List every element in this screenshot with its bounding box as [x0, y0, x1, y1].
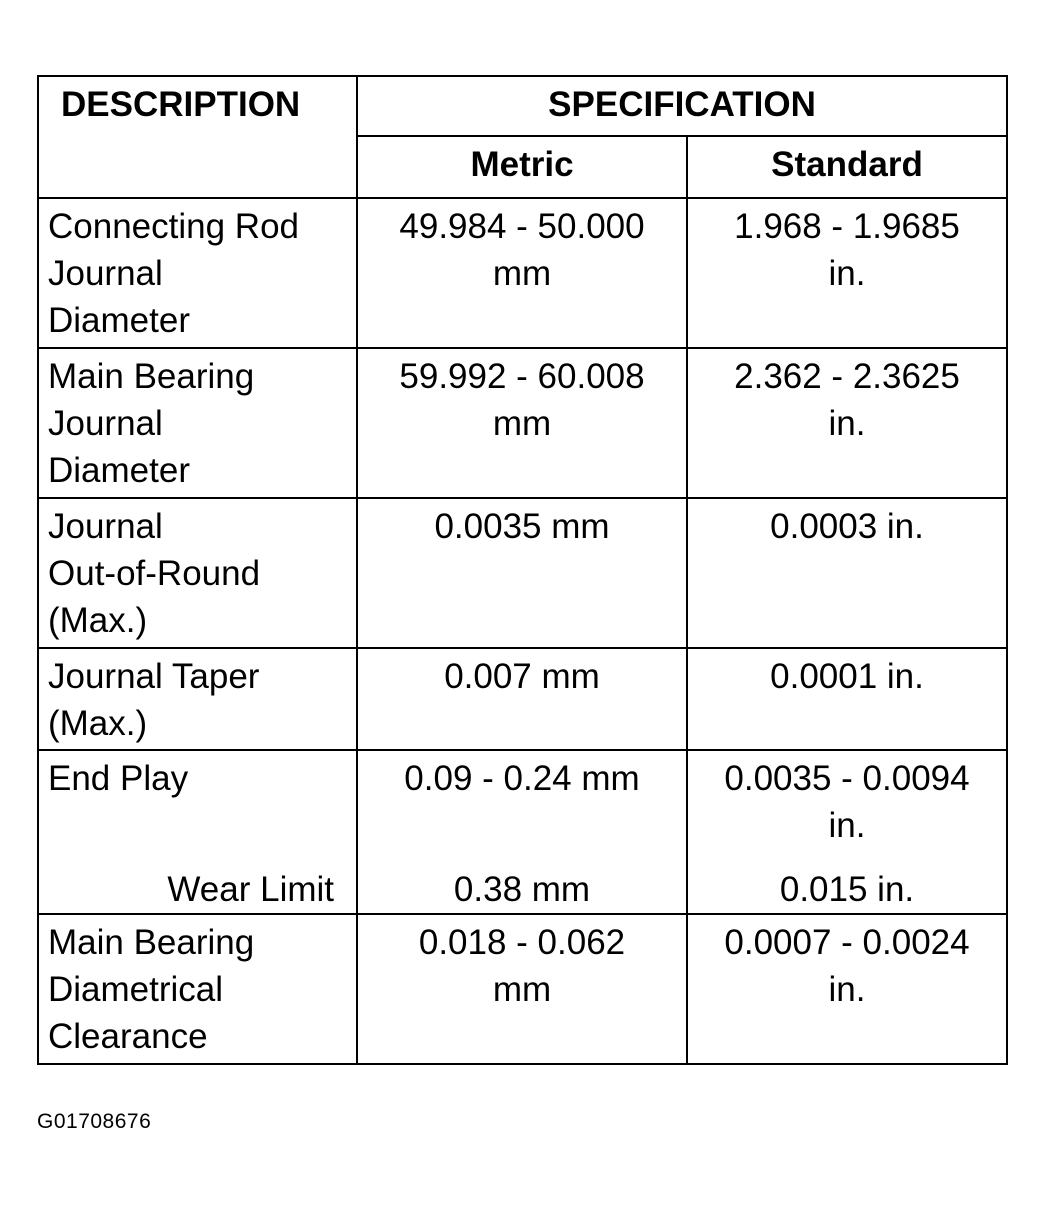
metric-value: [357, 348, 687, 498]
description-line: Main Bearing: [48, 923, 255, 962]
standard-line: 0.0007 - 0.0024: [724, 923, 970, 962]
table-row: [38, 498, 1007, 648]
description-line: Diameter: [48, 301, 190, 340]
standard-line: 1.968 - 1.9685: [734, 207, 960, 246]
standard-line: 2.362 - 2.3625: [734, 357, 960, 396]
metric-line: mm: [492, 404, 552, 443]
wear-limit-label: Wear Limit: [167, 870, 334, 909]
standard-value: [687, 198, 1007, 348]
standard-value: [687, 348, 1007, 498]
row-description: [38, 498, 357, 648]
row-description: [38, 348, 357, 498]
metric-value: [357, 648, 687, 750]
standard-line: 0.0003 in.: [770, 507, 924, 546]
header-row: [38, 76, 1007, 136]
description-line: (Max.): [48, 601, 148, 640]
description-line: Journal: [48, 254, 163, 293]
metric-line: 59.992 - 60.008: [399, 357, 645, 396]
standard-value: [687, 498, 1007, 648]
metric-value: [357, 914, 687, 1064]
standard-line: 0.0035 - 0.0094: [724, 759, 970, 798]
description-line: Journal Taper: [48, 657, 260, 696]
metric-line: 0.018 - 0.062: [418, 923, 626, 962]
standard-value: [687, 648, 1007, 750]
standard-line: in.: [828, 806, 866, 845]
spacer-line: [368, 802, 676, 849]
wear-limit-metric: 0.38 mm: [453, 870, 591, 909]
description-line: Clearance: [48, 1017, 208, 1056]
figure-id: G01708676: [37, 1110, 152, 1133]
specification-table: [37, 75, 1008, 1065]
metric-value: [357, 198, 687, 348]
description-line: Main Bearing: [48, 357, 255, 396]
row-description: [38, 198, 357, 348]
description-line: Journal: [48, 507, 163, 546]
table-row: [38, 348, 1007, 498]
metric-value: [357, 498, 687, 648]
metric-line: 0.09 - 0.24 mm: [404, 759, 640, 798]
description-line: End Play: [48, 759, 189, 798]
standard-line: 0.0001 in.: [770, 657, 924, 696]
metric-line: 0.007 mm: [444, 657, 600, 696]
table-row: [38, 914, 1007, 1064]
metric-line: 49.984 - 50.000: [399, 207, 645, 246]
metric-value: [357, 750, 687, 914]
metric-line: mm: [492, 254, 552, 293]
metric-line: 0.0035 mm: [434, 507, 610, 546]
description-line: Journal: [48, 404, 163, 443]
row-description: [38, 914, 357, 1064]
standard-header: Standard: [687, 136, 1007, 198]
standard-line: in.: [828, 404, 866, 443]
row-description: [38, 648, 357, 750]
wear-limit-standard: 0.015 in.: [779, 870, 915, 909]
description-line: Diametrical: [48, 970, 224, 1009]
table-row: [38, 750, 1007, 914]
specification-header: SPECIFICATION: [357, 76, 1007, 136]
spacer-line: [48, 802, 356, 849]
table-row: [38, 648, 1007, 750]
table-row: [38, 198, 1007, 348]
description-line: Out-of-Round: [48, 554, 261, 593]
metric-line: mm: [492, 970, 552, 1009]
standard-value: [687, 914, 1007, 1064]
standard-line: in.: [828, 970, 866, 1009]
description-line: Connecting Rod: [48, 207, 299, 246]
row-description: [38, 750, 357, 914]
metric-header: Metric: [357, 136, 687, 198]
standard-value: [687, 750, 1007, 914]
standard-line: in.: [828, 254, 866, 293]
description-header: DESCRIPTION: [38, 76, 357, 198]
description-line: Diameter: [48, 451, 190, 490]
description-line: (Max.): [48, 704, 148, 743]
